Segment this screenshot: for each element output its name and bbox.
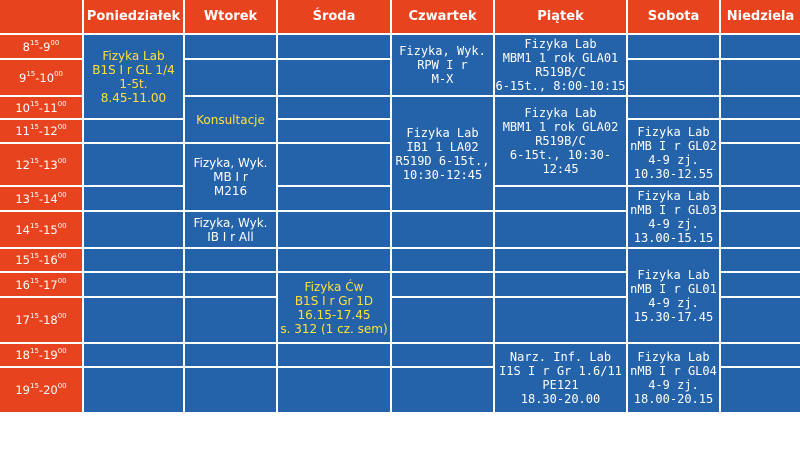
empty-slot — [185, 368, 276, 412]
empty-slot — [84, 298, 183, 342]
empty-slot — [84, 273, 183, 296]
empty-slot — [495, 187, 626, 210]
time-slot-label: 8 $^{15}$ - 9 $^{00}$ — [0, 35, 82, 58]
empty-slot — [721, 35, 800, 58]
empty-slot — [721, 344, 800, 366]
time-start-hour: 10 — [15, 100, 30, 115]
empty-slot — [721, 368, 800, 412]
day-header: Poniedziałek — [84, 0, 183, 33]
day-header: Czwartek — [392, 0, 493, 33]
time-end-hour: 19 — [43, 348, 58, 362]
day-header: Niedziela — [721, 0, 800, 33]
time-slot-label: 11 $^{15}$ - 12 $^{00}$ — [0, 120, 82, 142]
time-start-hour: 9 — [19, 70, 27, 85]
empty-slot — [278, 249, 390, 271]
class-event: Konsultacje — [185, 97, 276, 142]
time-start-hour: 16 — [15, 277, 30, 292]
time-slot-label: 9 $^{15}$ - 10 $^{00}$ — [0, 60, 82, 95]
empty-slot — [721, 187, 800, 210]
class-event: Fizyka, Wyk. RPW I r M-X — [392, 35, 493, 95]
empty-slot — [495, 249, 626, 271]
time-start-hour: 8 — [22, 39, 30, 54]
empty-slot — [721, 298, 800, 342]
empty-slot — [185, 249, 276, 271]
empty-slot — [392, 298, 493, 342]
empty-slot — [721, 273, 800, 296]
empty-slot — [84, 249, 183, 271]
empty-slot — [495, 298, 626, 342]
empty-slot — [278, 212, 390, 247]
empty-slot — [185, 298, 276, 342]
class-event: Fizyka Lab nMB I r GL02 4-9 zj. 10.30-12.55 — [628, 120, 719, 185]
time-end-hour: 9 — [43, 39, 51, 54]
time-start-hour: 12 — [15, 157, 30, 172]
empty-slot — [721, 212, 800, 247]
time-start-hour: 18 — [15, 348, 30, 362]
time-end-hour: 16 — [43, 253, 58, 267]
empty-slot — [628, 60, 719, 95]
empty-slot — [185, 35, 276, 58]
empty-slot — [185, 273, 276, 296]
time-end-hour: 10 — [39, 70, 55, 85]
class-event: Fizyka Lab MBM1 1 rok GLA02 R519B/C 6-15t., 10:30-12:45 — [495, 97, 626, 185]
time-slot-label: 12 $^{15}$ - 13 $^{00}$ — [0, 144, 82, 185]
empty-slot — [84, 187, 183, 210]
time-slot-label: 19 $^{15}$ - 20 $^{00}$ — [0, 368, 82, 412]
time-end-hour: 15 — [43, 222, 58, 237]
empty-slot — [84, 144, 183, 185]
time-slot-label: 14 $^{15}$ - 15 $^{00}$ — [0, 212, 82, 247]
day-header: Sobota — [628, 0, 719, 33]
day-header: Wtorek — [185, 0, 276, 33]
time-slot-label: 15 $^{15}$ - 16 $^{00}$ — [0, 249, 82, 271]
empty-slot — [278, 144, 390, 185]
class-event: Fizyka Lab MBM1 1 rok GLA01 R519B/C 6-15t., 8:00-10:15 — [495, 37, 626, 93]
empty-slot — [392, 368, 493, 412]
time-slot-label: 18 $^{15}$ - 19 $^{00}$ — [0, 344, 82, 366]
empty-slot — [628, 35, 719, 58]
empty-slot — [185, 60, 276, 95]
empty-slot — [392, 344, 493, 366]
class-event: Fizyka, Wyk. MB I r M216 — [185, 144, 276, 210]
time-start-hour: 14 — [15, 222, 30, 237]
class-event: Fizyka, Wyk. IB I r All — [185, 212, 276, 247]
time-slot-label: 17 $^{15}$ - 18 $^{00}$ — [0, 298, 82, 342]
empty-slot — [628, 97, 719, 118]
class-event: Fizyka Ćw B1S I r Gr 1D 16.15-17.45 s. 312 (1 cz. sem) — [278, 273, 390, 342]
time-end-hour: 13 — [43, 157, 58, 172]
time-start-hour: 13 — [15, 191, 30, 206]
time-slot-label: 16 $^{15}$ - 17 $^{00}$ — [0, 273, 82, 296]
empty-slot — [392, 249, 493, 271]
empty-slot — [84, 344, 183, 366]
empty-slot — [278, 60, 390, 95]
empty-slot — [278, 187, 390, 210]
empty-slot — [495, 212, 626, 247]
time-end-hour: 18 — [43, 313, 58, 327]
empty-slot — [392, 212, 493, 247]
empty-slot — [84, 212, 183, 247]
time-end-hour: 14 — [43, 191, 58, 206]
empty-slot — [721, 60, 800, 95]
time-end-hour: 11 — [43, 100, 58, 115]
day-header: Piątek — [495, 0, 626, 33]
empty-slot — [185, 344, 276, 366]
class-event: Fizyka Lab nMB I r GL03 4-9 zj. 13.00-15.15 — [628, 187, 719, 247]
class-event: Narz. Inf. Lab I1S I r Gr 1.6/11 PE121 18.30-20.00 — [495, 344, 626, 412]
time-end-hour: 20 — [43, 383, 58, 397]
class-event: Fizyka Lab nMB I r GL01 4-9 zj. 15.30-17.45 — [628, 249, 719, 342]
empty-slot — [84, 120, 183, 142]
empty-slot — [392, 273, 493, 296]
time-start-hour: 19 — [15, 383, 30, 397]
time-end-hour: 12 — [43, 124, 58, 138]
class-event: Fizyka Lab IB1 1 LA02 R519D 6-15t., 10:30-12:45 — [392, 97, 493, 210]
time-start-hour: 11 — [15, 124, 30, 138]
empty-slot — [721, 144, 800, 185]
time-start-hour: 17 — [15, 313, 30, 327]
time-slot-label: 13 $^{15}$ - 14 $^{00}$ — [0, 187, 82, 210]
empty-slot — [278, 368, 390, 412]
empty-slot — [278, 344, 390, 366]
empty-slot — [721, 249, 800, 271]
empty-slot — [495, 273, 626, 296]
empty-slot — [721, 120, 800, 142]
empty-slot — [278, 120, 390, 142]
empty-slot — [278, 35, 390, 58]
time-slot-label: 10 $^{15}$ - 11 $^{00}$ — [0, 97, 82, 118]
empty-slot — [84, 368, 183, 412]
empty-slot — [721, 97, 800, 118]
class-event: Fizyka Lab B1S I r GL 1/4 1-5t. 8.45-11.00 — [84, 35, 183, 118]
time-start-hour: 15 — [15, 253, 30, 267]
corner-cell — [0, 0, 82, 33]
time-end-hour: 17 — [43, 277, 58, 292]
class-event: Fizyka Lab nMB I r GL04 4-9 zj. 18.00-20.15 — [628, 344, 719, 412]
empty-slot — [278, 97, 390, 118]
day-header: Środa — [278, 0, 390, 33]
